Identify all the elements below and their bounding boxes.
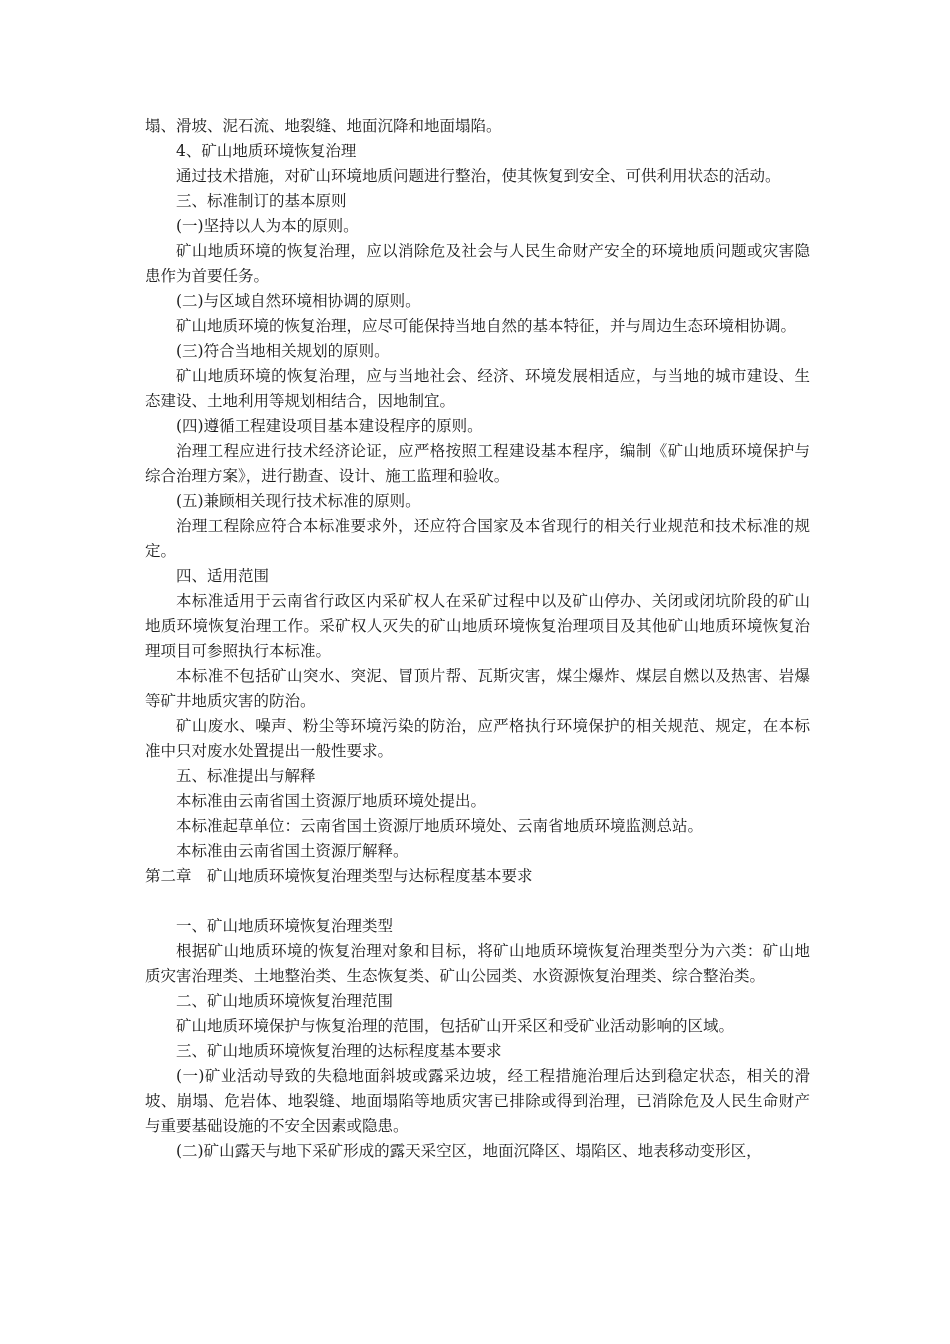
paragraph: 一、矿山地质环境恢复治理类型 — [176, 917, 394, 935]
paragraph: 本标准由云南省国土资源厅解释。 — [176, 842, 409, 860]
paragraph: 矿山地质环境的恢复治理，应与当地社会、经济、环境发展相适应，与当地的城市建设、生态建设、土地利用等规划相结合，因地制宜。 — [145, 367, 810, 410]
paragraph: 治理工程除应符合本标准要求外，还应符合国家及本省现行的相关行业规范和技术标准的规定。 — [145, 517, 810, 560]
paragraph: 4、矿山地质环境恢复治理 — [176, 142, 357, 160]
paragraph: 本标准由云南省国土资源厅地质环境处提出。 — [176, 792, 487, 810]
chapter-heading: 第二章 矿山地质环境恢复治理类型与达标程度基本要求 — [145, 867, 533, 885]
paragraph: 矿山废水、噪声、粉尘等环境污染的防治，应严格执行环境保护的相关规范、规定，在本标准中只对废水处置提出一般性要求。 — [145, 717, 810, 760]
paragraph: (二)矿山露天与地下采矿形成的露天采空区，地面沉降区、塌陷区、地表移动变形区， — [176, 1142, 762, 1160]
paragraph: 矿山地质环境保护与恢复治理的范围，包括矿山开采区和受矿业活动影响的区域。 — [176, 1017, 735, 1035]
paragraph: 五、标准提出与解释 — [176, 767, 316, 785]
paragraph: (二)与区域自然环境相协调的原则。 — [176, 292, 421, 310]
paragraph: 塌、滑坡、泥石流、地裂缝、地面沉降和地面塌陷。 — [145, 117, 502, 135]
document-body — [145, 114, 810, 1164]
paragraph: 本标准起草单位：云南省国土资源厅地质环境处、云南省地质环境监测总站。 — [176, 817, 704, 835]
paragraph: 通过技术措施，对矿山环境地质问题进行整治，使其恢复到安全、可供利用状态的活动。 — [176, 167, 781, 185]
paragraph: 三、矿山地质环境恢复治理的达标程度基本要求 — [176, 1042, 502, 1060]
paragraph: 矿山地质环境的恢复治理，应以消除危及社会与人民生命财产安全的环境地质问题或灾害隐患作为首要任务。 — [145, 242, 810, 285]
paragraph: (一)矿业活动导致的失稳地面斜坡或露采边坡，经工程措施治理后达到稳定状态，相关的滑坡、崩塌、危岩体、地裂缝、地面塌陷等地质灾害已排除或得到治理，已消除危及人民生命财产与重要基础设施的不安全因素或隐患。 — [145, 1067, 810, 1135]
paragraph: 本标准适用于云南省行政区内采矿权人在采矿过程中以及矿山停办、关闭或闭坑阶段的矿山地质环境恢复治理工作。采矿权人灭失的矿山地质环境恢复治理项目及其他矿山地质环境恢复治理项目可参照执行本标准。 — [145, 592, 810, 660]
paragraph: 根据矿山地质环境的恢复治理对象和目标，将矿山地质环境恢复治理类型分为六类：矿山地质灾害治理类、土地整治类、生态恢复类、矿山公园类、水资源恢复治理类、综合整治类。 — [145, 942, 810, 985]
paragraph: (四)遵循工程建设项目基本建设程序的原则。 — [176, 417, 483, 435]
paragraph: 本标准不包括矿山突水、突泥、冒顶片帮、瓦斯灾害，煤尘爆炸、煤层自燃以及热害、岩爆等矿井地质灾害的防治。 — [145, 667, 810, 710]
paragraph: (一)坚持以人为本的原则。 — [176, 217, 359, 235]
paragraph: 治理工程应进行技术经济论证，应严格按照工程建设基本程序，编制《矿山地质环境保护与综合治理方案》，进行勘查、设计、施工监理和验收。 — [145, 442, 810, 485]
paragraph: 四、适用范围 — [176, 567, 270, 585]
paragraph: 二、矿山地质环境恢复治理范围 — [176, 992, 394, 1010]
blank-line — [145, 889, 810, 914]
paragraph: (五)兼顾相关现行技术标准的原则。 — [176, 492, 421, 510]
paragraph: 矿山地质环境的恢复治理，应尽可能保持当地自然的基本特征，并与周边生态环境相协调。 — [176, 317, 797, 335]
paragraph: 三、标准制订的基本原则 — [176, 192, 347, 210]
paragraph: (三)符合当地相关规划的原则。 — [176, 342, 390, 360]
